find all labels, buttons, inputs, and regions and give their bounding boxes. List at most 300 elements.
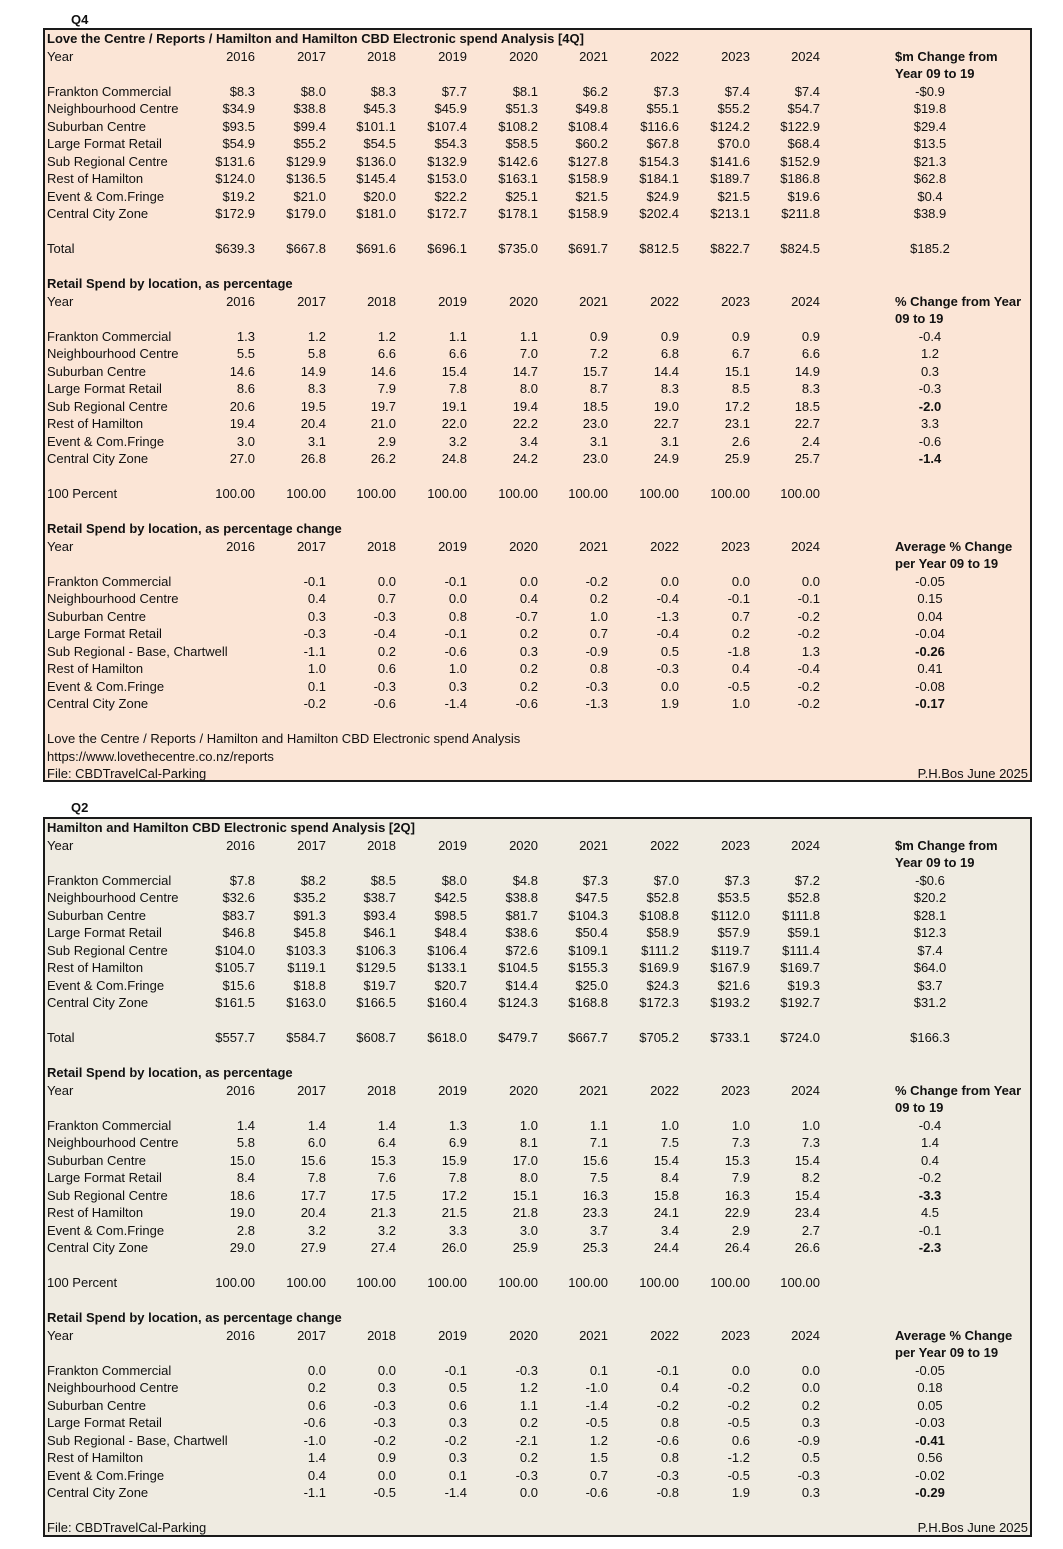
row-value: 19.0 (229, 1205, 255, 1220)
year-column-header: 2018 (367, 48, 396, 64)
row-value: 100.00 (498, 486, 538, 501)
row-value: 19.1 (441, 398, 467, 414)
row-value: $104.5 (498, 960, 538, 975)
row-change-value: -0.29 (915, 1485, 945, 1500)
row-value: 25.3 (582, 1240, 608, 1255)
row-value: $91.3 (293, 907, 326, 923)
row-label: Total (47, 1030, 75, 1045)
row-label: Neighbourhood Centre (47, 591, 179, 606)
row-value: 6.0 (307, 1135, 326, 1150)
row-change-value: -$0.6 (915, 872, 945, 888)
row-value: 15.4 (794, 1152, 820, 1168)
row-value: 100.00 (356, 1275, 396, 1290)
row-value: 7.9 (731, 1170, 750, 1185)
table-row (45, 450, 1030, 468)
row-value: 100.00 (710, 486, 750, 501)
row-value: 23.0 (582, 451, 608, 466)
row-value: 3.2 (448, 433, 467, 449)
row-value: $691.7 (568, 241, 608, 256)
row-value: 1.2 (307, 328, 326, 344)
row-value: $34.9 (222, 101, 255, 116)
year-column-header: 2023 (721, 538, 750, 554)
row-value: 3.7 (589, 1222, 608, 1238)
year-column-header: 2017 (297, 538, 326, 554)
row-value: $93.4 (363, 907, 396, 923)
row-value: 22.0 (441, 416, 467, 431)
table-row (45, 398, 1030, 416)
row-value: $21.6 (717, 977, 750, 993)
row-value: 17.5 (370, 1187, 396, 1203)
year-column-header: 2020 (509, 1082, 538, 1098)
row-value: 26.8 (300, 451, 326, 466)
change-column-header-line2: per Year 09 to 19 (895, 1345, 999, 1360)
spacer (45, 258, 1030, 276)
table-row (45, 485, 1030, 503)
row-value: 0.8 (589, 661, 608, 676)
row-value: $153.0 (427, 171, 467, 186)
row-value: 1.0 (589, 608, 608, 624)
row-value: $189.7 (710, 171, 750, 186)
row-value: 0.6 (307, 1397, 326, 1413)
row-value: -2.1 (515, 1432, 538, 1448)
row-value: $8.0 (300, 83, 326, 99)
year-column-header: 2018 (367, 837, 396, 853)
row-value: 100.00 (498, 1275, 538, 1290)
table-row (45, 643, 1030, 661)
row-value: 21.5 (441, 1205, 467, 1220)
row-value: 19.7 (370, 398, 396, 414)
row-value: $7.8 (229, 872, 255, 888)
row-value: $213.1 (710, 206, 750, 221)
row-value: 0.7 (589, 1467, 608, 1483)
year-header-row (45, 293, 1030, 311)
row-value: 15.4 (441, 363, 467, 379)
row-value: 0.9 (660, 328, 679, 344)
row-value: 21.3 (370, 1205, 396, 1220)
row-value: -0.3 (656, 661, 679, 676)
row-value: 1.4 (377, 1117, 396, 1133)
row-value: 6.7 (731, 346, 750, 361)
row-change-value: $38.9 (913, 206, 947, 221)
row-value: 14.7 (512, 363, 538, 379)
row-label: Sub Regional - Base, Chartwell (47, 643, 228, 659)
table-row (45, 83, 1030, 101)
row-value: 17.0 (512, 1152, 538, 1168)
row-change-value: -0.04 (915, 626, 945, 641)
row-label: Event & Com.Fringe (47, 1467, 165, 1483)
row-value: 22.2 (512, 416, 538, 431)
row-value: 7.5 (660, 1135, 679, 1150)
q4-panel (43, 28, 1032, 782)
row-value: 15.1 (512, 1187, 538, 1203)
row-value: 15.8 (653, 1187, 679, 1203)
row-value: $193.2 (710, 995, 750, 1010)
row-label: Neighbourhood Centre (47, 346, 179, 361)
row-value: 0.9 (589, 328, 608, 344)
file-name: File: CBDTravelCal-Parking (47, 1520, 207, 1535)
year-column-header: 2018 (367, 1082, 396, 1098)
row-value: $108.8 (639, 907, 679, 923)
year-label: Year (47, 1327, 74, 1343)
row-value: $169.9 (639, 960, 679, 975)
row-value: 6.4 (377, 1135, 396, 1150)
row-value: $124.0 (215, 171, 255, 186)
row-value: -0.4 (797, 661, 820, 676)
table-row (45, 678, 1030, 696)
change-column-header: % Change from Year (895, 293, 1022, 309)
row-label: Sub Regional Centre (47, 398, 168, 414)
row-value: -0.2 (373, 1432, 396, 1448)
footer-row (45, 730, 1030, 748)
table-row (45, 118, 1030, 136)
row-value: 18.5 (582, 398, 608, 414)
year-column-header: 2018 (367, 538, 396, 554)
year-label: Year (47, 837, 74, 853)
q2-label: Q2 (71, 800, 89, 815)
change-header-row (45, 1344, 1030, 1362)
row-value: 100.00 (568, 486, 608, 501)
row-value: $46.8 (222, 925, 255, 940)
author-date: P.H.Bos June 2025 (917, 766, 1028, 781)
row-change-value: $166.3 (910, 1030, 950, 1045)
row-label: Event & Com.Fringe (47, 433, 165, 449)
row-value: 0.1 (589, 1362, 608, 1378)
row-value: 22.9 (724, 1205, 750, 1220)
row-label: Event & Com.Fringe (47, 678, 165, 694)
year-column-header: 2017 (297, 293, 326, 309)
row-value: $58.9 (646, 925, 679, 940)
row-value: 8.7 (589, 381, 608, 396)
row-label: Central City Zone (47, 451, 149, 466)
row-value: $101.1 (356, 118, 396, 134)
row-value: 0.8 (448, 608, 467, 624)
row-value: 0.1 (307, 678, 326, 694)
row-value: -0.2 (444, 1432, 467, 1448)
row-value: $51.3 (505, 101, 538, 116)
row-value: -1.1 (303, 643, 326, 659)
row-value: 3.4 (660, 1222, 679, 1238)
row-label: Sub Regional Centre (47, 1187, 168, 1203)
row-change-value: $28.1 (913, 907, 947, 923)
table-row (45, 415, 1030, 433)
row-value: $132.9 (427, 153, 467, 169)
row-value: $667.8 (286, 241, 326, 256)
row-value: $83.7 (222, 907, 255, 923)
table-row (45, 1467, 1030, 1485)
row-value: 19.5 (300, 398, 326, 414)
year-column-header: 2023 (721, 1082, 750, 1098)
row-value: $45.8 (293, 925, 326, 940)
year-column-header: 2022 (650, 1082, 679, 1098)
row-change-value: $7.4 (917, 942, 943, 958)
row-value: -1.3 (585, 696, 608, 711)
row-value: $172.3 (639, 995, 679, 1010)
row-value: $24.3 (646, 977, 679, 993)
row-value: 8.1 (519, 1135, 538, 1150)
table-row (45, 977, 1030, 995)
table-row (45, 590, 1030, 608)
row-value: $106.4 (427, 942, 467, 958)
row-value: -0.3 (515, 1467, 538, 1483)
table-row (45, 433, 1030, 451)
row-value: $55.2 (717, 101, 750, 116)
year-header-row (45, 538, 1030, 556)
row-label: 100 Percent (47, 486, 118, 501)
row-value: 7.6 (377, 1170, 396, 1185)
row-value: 0.3 (448, 678, 467, 694)
row-value: -0.2 (797, 608, 820, 624)
row-value: $68.4 (787, 136, 820, 151)
row-change-value: $21.3 (913, 153, 947, 169)
row-value: 100.00 (710, 1275, 750, 1290)
year-column-header: 2016 (226, 1327, 255, 1343)
row-value: 0.5 (448, 1380, 467, 1395)
row-value: 0.6 (731, 1432, 750, 1448)
row-label: Event & Com.Fringe (47, 1222, 165, 1238)
row-value: $111.4 (782, 942, 820, 958)
row-value: 15.0 (229, 1152, 255, 1168)
table-row (45, 345, 1030, 363)
row-value: -0.1 (303, 573, 326, 589)
row-change-value: 0.41 (917, 661, 943, 676)
row-value: 26.0 (441, 1240, 467, 1255)
row-value: 0.0 (731, 573, 750, 589)
row-value: -1.0 (303, 1432, 326, 1448)
spacer (45, 503, 1030, 521)
row-value: 3.2 (307, 1222, 326, 1238)
year-column-header: 2017 (297, 1327, 326, 1343)
spacer (45, 1012, 1030, 1030)
spacer (45, 1292, 1030, 1310)
row-value: -0.3 (585, 678, 608, 694)
table-row (45, 1432, 1030, 1450)
row-value: 0.0 (377, 573, 396, 589)
row-value: $124.3 (498, 995, 538, 1010)
year-header-row (45, 48, 1030, 66)
row-value: $104.0 (215, 942, 255, 958)
year-column-header: 2023 (721, 293, 750, 309)
row-label: Suburban Centre (47, 1397, 147, 1413)
year-column-header: 2023 (721, 837, 750, 853)
row-value: -0.5 (727, 1467, 750, 1483)
row-change-value: 0.05 (917, 1397, 943, 1413)
row-value: 0.0 (660, 573, 679, 589)
row-value: 27.4 (370, 1240, 396, 1255)
row-change-value: $20.2 (913, 890, 947, 905)
row-value: 0.4 (731, 661, 750, 676)
row-value: -0.2 (656, 1397, 679, 1413)
row-value: 1.2 (589, 1432, 608, 1448)
table-row (45, 907, 1030, 925)
row-value: $705.2 (639, 1030, 679, 1045)
row-value: 8.0 (519, 381, 538, 396)
table-row (45, 1187, 1030, 1205)
row-value: -0.6 (515, 696, 538, 711)
row-value: $38.7 (363, 890, 396, 905)
row-value: 0.2 (519, 1450, 538, 1465)
row-value: 20.4 (300, 1205, 326, 1220)
row-value: 100.00 (780, 1275, 820, 1290)
year-header-row (45, 1327, 1030, 1345)
year-column-header: 2024 (791, 538, 820, 554)
row-label: Rest of Hamilton (47, 960, 144, 975)
row-value: 0.0 (801, 573, 820, 589)
table-row (45, 1379, 1030, 1397)
row-value: 3.0 (236, 433, 255, 449)
footer-text: https://www.lovethecentre.co.nz/reports (47, 748, 274, 764)
year-column-header: 2016 (226, 837, 255, 853)
row-value: $45.9 (434, 101, 467, 116)
row-value: 8.3 (660, 381, 679, 396)
year-column-header: 2019 (438, 1082, 467, 1098)
row-value: 0.2 (589, 591, 608, 606)
row-value: $618.0 (427, 1030, 467, 1045)
row-value: 2.9 (377, 433, 396, 449)
row-value: 1.0 (307, 661, 326, 676)
row-value: 17.2 (724, 398, 750, 414)
change-header-row (45, 1099, 1030, 1117)
row-value: 20.6 (229, 398, 255, 414)
row-value: $158.9 (568, 206, 608, 221)
row-value: $54.9 (222, 136, 255, 151)
row-value: $172.7 (427, 206, 467, 221)
row-value: 24.8 (441, 451, 467, 466)
row-value: 1.1 (519, 328, 538, 344)
row-value: 2.8 (236, 1222, 255, 1238)
row-value: 19.4 (229, 416, 255, 431)
row-value: $21.5 (717, 188, 750, 204)
row-value: $7.4 (794, 83, 820, 99)
row-value: 7.5 (589, 1170, 608, 1185)
row-label: Event & Com.Fringe (47, 188, 165, 204)
row-value: -1.4 (444, 696, 467, 711)
row-value: $49.8 (575, 101, 608, 116)
row-value: 14.9 (300, 363, 326, 379)
row-value: $15.6 (222, 977, 255, 993)
row-value: $211.8 (781, 206, 820, 221)
row-value: $54.3 (434, 136, 467, 151)
row-change-value: $12.3 (913, 925, 947, 940)
row-value: 17.7 (300, 1187, 326, 1203)
row-value: $8.2 (300, 872, 326, 888)
table-row (45, 1169, 1030, 1187)
row-value: $129.9 (286, 153, 326, 169)
row-label: Suburban Centre (47, 608, 147, 624)
row-value: $81.7 (505, 907, 538, 923)
year-column-header: 2021 (579, 837, 608, 853)
row-change-value: 0.04 (917, 608, 943, 624)
section-title: Retail Spend by location, as percentage change (47, 521, 342, 536)
row-label: Frankton Commercial (47, 83, 172, 99)
row-value: $7.3 (653, 83, 679, 99)
row-value: $19.3 (787, 977, 820, 993)
row-change-value: -0.6 (918, 433, 942, 449)
row-value: $131.6 (215, 153, 255, 169)
row-value: 25.7 (794, 451, 820, 466)
row-value: -1.3 (656, 608, 679, 624)
row-value: -0.3 (797, 1467, 820, 1483)
table-row (45, 363, 1030, 381)
row-value: -0.1 (656, 1362, 679, 1378)
row-value: -0.2 (303, 696, 326, 711)
row-value: 0.6 (377, 661, 396, 676)
row-value: $32.6 (222, 890, 255, 905)
row-value: 1.2 (377, 328, 396, 344)
table-row (45, 1134, 1030, 1152)
row-value: -0.5 (585, 1415, 608, 1430)
row-value: 15.1 (724, 363, 750, 379)
row-change-value: $64.0 (913, 960, 947, 975)
row-value: $46.1 (363, 925, 396, 940)
row-value: 6.6 (801, 346, 820, 361)
q4-label: Q4 (71, 12, 89, 27)
row-value: $38.6 (505, 925, 538, 940)
row-value: $50.4 (575, 925, 608, 940)
year-column-header: 2016 (226, 1082, 255, 1098)
row-value: 3.2 (377, 1222, 396, 1238)
row-value: -0.8 (656, 1485, 679, 1500)
year-column-header: 2020 (509, 837, 538, 853)
row-value: $166.5 (356, 995, 396, 1010)
year-column-header: 2020 (509, 293, 538, 309)
row-value: $735.0 (498, 241, 538, 256)
row-value: 0.2 (519, 678, 538, 694)
row-value: 29.0 (229, 1240, 255, 1255)
row-value: -0.3 (303, 626, 326, 641)
table-row (45, 942, 1030, 960)
row-value: 7.3 (731, 1135, 750, 1150)
row-value: 3.1 (589, 433, 608, 449)
row-value: 21.0 (370, 416, 396, 431)
table-row (45, 959, 1030, 977)
row-value: $48.4 (434, 925, 467, 940)
year-label: Year (47, 293, 74, 309)
row-value: $54.5 (363, 136, 396, 151)
row-value: 18.6 (229, 1187, 255, 1203)
row-value: 100.00 (215, 486, 255, 501)
row-change-value: $62.8 (913, 171, 947, 186)
row-change-value: -0.41 (915, 1432, 945, 1448)
table-row (45, 240, 1030, 258)
row-label: Frankton Commercial (47, 872, 172, 888)
row-value: 0.0 (307, 1362, 326, 1378)
row-change-value: -0.1 (918, 1222, 942, 1238)
row-change-value: 3.3 (920, 416, 940, 431)
row-value: 3.1 (307, 433, 326, 449)
author-date: P.H.Bos June 2025 (917, 1520, 1028, 1535)
row-label: Central City Zone (47, 995, 149, 1010)
row-value: $145.4 (356, 171, 396, 186)
year-column-header: 2016 (226, 538, 255, 554)
row-change-value: -2.3 (918, 1240, 942, 1255)
row-value: -0.9 (797, 1432, 820, 1448)
row-label: Rest of Hamilton (47, 1450, 144, 1465)
row-value: 26.2 (370, 451, 396, 466)
row-value: 0.3 (519, 643, 538, 659)
row-value: 3.4 (519, 433, 538, 449)
row-value: -0.2 (797, 626, 820, 641)
row-change-value: $31.2 (913, 995, 947, 1010)
row-value: 2.6 (731, 433, 750, 449)
row-change-value: $13.5 (913, 136, 947, 151)
row-value: 1.4 (236, 1117, 255, 1133)
row-value: $108.4 (568, 118, 608, 134)
change-column-header-line2: 09 to 19 (895, 311, 944, 326)
row-value: 1.1 (519, 1397, 538, 1413)
year-column-header: 2016 (226, 293, 255, 309)
row-value: 18.5 (794, 398, 820, 414)
row-value: $584.7 (286, 1030, 326, 1045)
